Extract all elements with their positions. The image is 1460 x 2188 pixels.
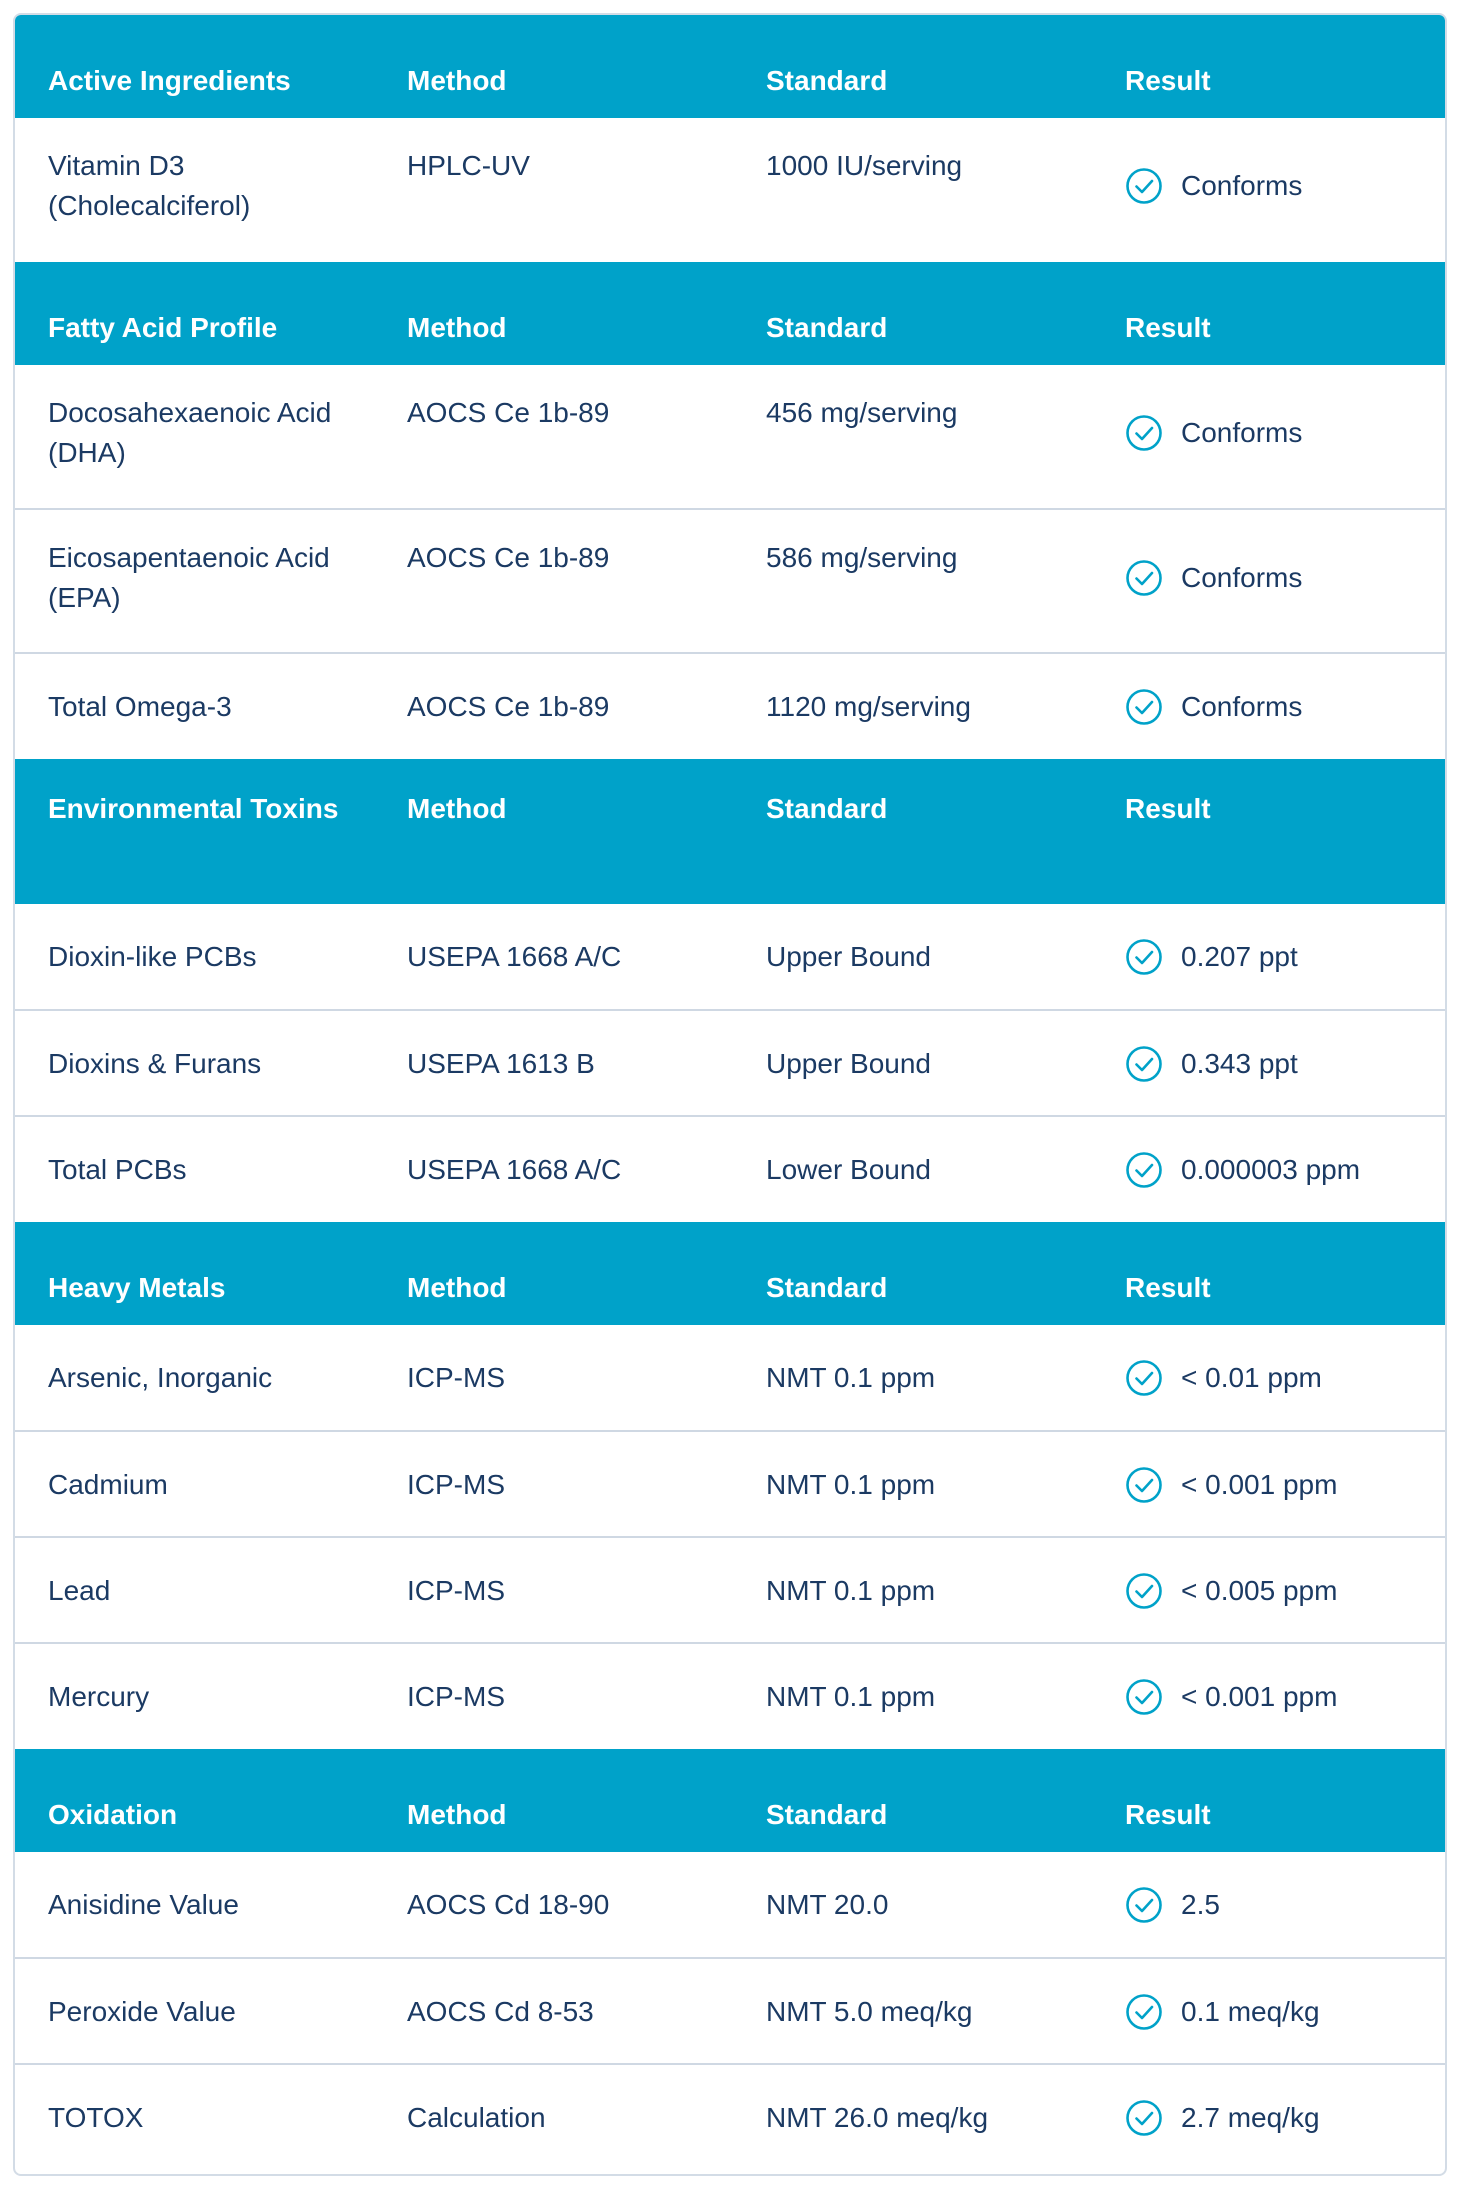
- test-standard: NMT 5.0 meq/kg: [733, 1958, 1092, 2064]
- test-result: Conforms: [1181, 417, 1303, 448]
- test-name: Total PCBs: [48, 1154, 187, 1185]
- test-results-table: [15, 15, 1445, 2170]
- table-row: [15, 1643, 1445, 1749]
- check-circle-icon: [1125, 1993, 1163, 2031]
- section-title: Active Ingredients: [48, 65, 291, 96]
- section-title: Oxidation: [48, 1799, 178, 1830]
- check-circle-icon: [1125, 688, 1163, 726]
- test-name: Peroxide Value: [15, 1958, 374, 2064]
- check-circle-icon: [1125, 1572, 1163, 1610]
- test-standard: 1120 mg/serving: [766, 691, 971, 722]
- test-result: 2.5: [1181, 1889, 1220, 1920]
- test-result-cell: [1092, 1010, 1445, 1116]
- test-result: < 0.005 ppm: [1181, 1575, 1338, 1606]
- test-name: Eicosapentaenoic Acid (EPA): [15, 509, 374, 653]
- section-title: Fatty Acid Profile: [48, 312, 278, 343]
- test-method: ICP-MS: [374, 1431, 733, 1537]
- column-header-standard: Standard: [766, 1272, 888, 1303]
- test-result-cell: [1092, 365, 1445, 509]
- test-result-cell: [1092, 1116, 1445, 1222]
- test-result-cell: [1092, 118, 1445, 262]
- test-name: Vitamin D3 (Cholecalciferol): [48, 150, 251, 221]
- test-result-cell: [1092, 904, 1445, 1010]
- test-name: Lead: [15, 1537, 374, 1643]
- column-header-method: Method: [407, 1272, 507, 1303]
- test-result: < 0.01 ppm: [1181, 1362, 1322, 1393]
- section-header-row: [15, 1222, 1445, 1325]
- test-result: Conforms: [1181, 170, 1303, 201]
- test-method: AOCS Ce 1b-89: [374, 365, 733, 509]
- test-result-cell: [1092, 1852, 1445, 1958]
- column-header-result: Result: [1125, 312, 1211, 343]
- test-result: 0.000003 ppm: [1181, 1154, 1361, 1185]
- test-name: Docosahexaenoic Acid (DHA): [15, 365, 374, 509]
- test-result-cell: [1092, 1958, 1445, 2064]
- test-result: < 0.001 ppm: [1181, 1469, 1338, 1500]
- test-result: 0.343 ppt: [1181, 1048, 1298, 1079]
- test-method: USEPA 1668 A/C: [407, 1154, 622, 1185]
- test-standard: Upper Bound: [733, 904, 1092, 1010]
- test-standard: 1000 IU/serving: [766, 150, 963, 181]
- test-method: USEPA 1613 B: [374, 1010, 733, 1116]
- check-circle-icon: [1125, 167, 1163, 205]
- test-result-cell: [1092, 1325, 1445, 1431]
- test-name: Dioxins & Furans: [15, 1010, 374, 1116]
- table-row: [15, 1958, 1445, 2064]
- check-circle-icon: [1125, 1359, 1163, 1397]
- column-header-result: Result: [1125, 1799, 1211, 1830]
- test-method: USEPA 1668 A/C: [374, 904, 733, 1010]
- table-row: [15, 365, 1445, 509]
- check-circle-icon: [1125, 2099, 1163, 2137]
- section-header-row: [15, 1749, 1445, 1852]
- check-circle-icon: [1125, 1466, 1163, 1504]
- column-header-method: Method: [407, 793, 507, 824]
- test-standard: NMT 26.0 meq/kg: [766, 2102, 989, 2133]
- test-standard: 456 mg/serving: [733, 365, 1092, 509]
- check-circle-icon: [1125, 414, 1163, 452]
- test-name: Mercury: [48, 1681, 150, 1712]
- table-row: [15, 2064, 1445, 2170]
- check-circle-icon: [1125, 1678, 1163, 1716]
- test-name: Cadmium: [15, 1431, 374, 1537]
- test-method: ICP-MS: [374, 1537, 733, 1643]
- table-row: [15, 1852, 1445, 1958]
- test-result-cell: [1092, 1643, 1445, 1749]
- test-standard: NMT 0.1 ppm: [733, 1325, 1092, 1431]
- test-method: AOCS Cd 8-53: [374, 1958, 733, 2064]
- check-circle-icon: [1125, 1886, 1163, 1924]
- column-header-standard: Standard: [766, 1799, 888, 1830]
- table-row: [15, 904, 1445, 1010]
- test-results-table-container: [13, 13, 1447, 2176]
- test-result: 2.7 meq/kg: [1181, 2102, 1320, 2133]
- test-method: Calculation: [407, 2102, 546, 2133]
- test-method: ICP-MS: [407, 1681, 505, 1712]
- test-result-cell: [1092, 509, 1445, 653]
- column-header-result: Result: [1125, 1272, 1211, 1303]
- test-method: AOCS Cd 18-90: [374, 1852, 733, 1958]
- column-header-result: Result: [1125, 65, 1211, 96]
- test-result: < 0.001 ppm: [1181, 1681, 1338, 1712]
- column-header-method: Method: [407, 1799, 507, 1830]
- column-header-standard: Standard: [766, 312, 888, 343]
- test-standard: NMT 0.1 ppm: [733, 1431, 1092, 1537]
- section-title: Environmental Toxins: [48, 793, 339, 824]
- test-standard: NMT 0.1 ppm: [733, 1537, 1092, 1643]
- column-header-method: Method: [407, 65, 507, 96]
- test-method: ICP-MS: [374, 1325, 733, 1431]
- test-method: AOCS Ce 1b-89: [407, 691, 610, 722]
- check-circle-icon: [1125, 1151, 1163, 1189]
- test-method: HPLC-UV: [407, 150, 530, 181]
- test-standard: Upper Bound: [733, 1010, 1092, 1116]
- test-result: Conforms: [1181, 562, 1303, 593]
- test-name: Total Omega-3: [48, 691, 232, 722]
- table-row: [15, 118, 1445, 262]
- column-header-result: Result: [1125, 793, 1211, 824]
- test-method: AOCS Ce 1b-89: [374, 509, 733, 653]
- test-result-cell: [1092, 1431, 1445, 1537]
- test-standard: Lower Bound: [766, 1154, 932, 1185]
- section-header-row: [15, 262, 1445, 365]
- table-row: [15, 1116, 1445, 1222]
- test-result: 0.207 ppt: [1181, 941, 1298, 972]
- table-row: [15, 653, 1445, 759]
- test-result: Conforms: [1181, 691, 1303, 722]
- test-result-cell: [1092, 653, 1445, 759]
- check-circle-icon: [1125, 559, 1163, 597]
- column-header-standard: Standard: [766, 65, 888, 96]
- test-name: Arsenic, Inorganic: [15, 1325, 374, 1431]
- test-standard: NMT 0.1 ppm: [766, 1681, 936, 1712]
- table-row: [15, 509, 1445, 653]
- test-standard: NMT 20.0: [733, 1852, 1092, 1958]
- table-row: [15, 1537, 1445, 1643]
- check-circle-icon: [1125, 1045, 1163, 1083]
- section-header-row: [15, 759, 1445, 904]
- table-row: [15, 1010, 1445, 1116]
- check-circle-icon: [1125, 938, 1163, 976]
- column-header-method: Method: [407, 312, 507, 343]
- column-header-standard: Standard: [766, 793, 888, 824]
- test-result-cell: [1092, 1537, 1445, 1643]
- section-header-row: [15, 15, 1445, 118]
- section-title: Heavy Metals: [48, 1272, 226, 1303]
- test-name: Dioxin-like PCBs: [15, 904, 374, 1010]
- test-standard: 586 mg/serving: [733, 509, 1092, 653]
- test-result: 0.1 meq/kg: [1181, 1996, 1320, 2027]
- table-row: [15, 1325, 1445, 1431]
- table-row: [15, 1431, 1445, 1537]
- test-result-cell: [1092, 2064, 1445, 2170]
- test-name: TOTOX: [48, 2102, 144, 2133]
- test-name: Anisidine Value: [15, 1852, 374, 1958]
